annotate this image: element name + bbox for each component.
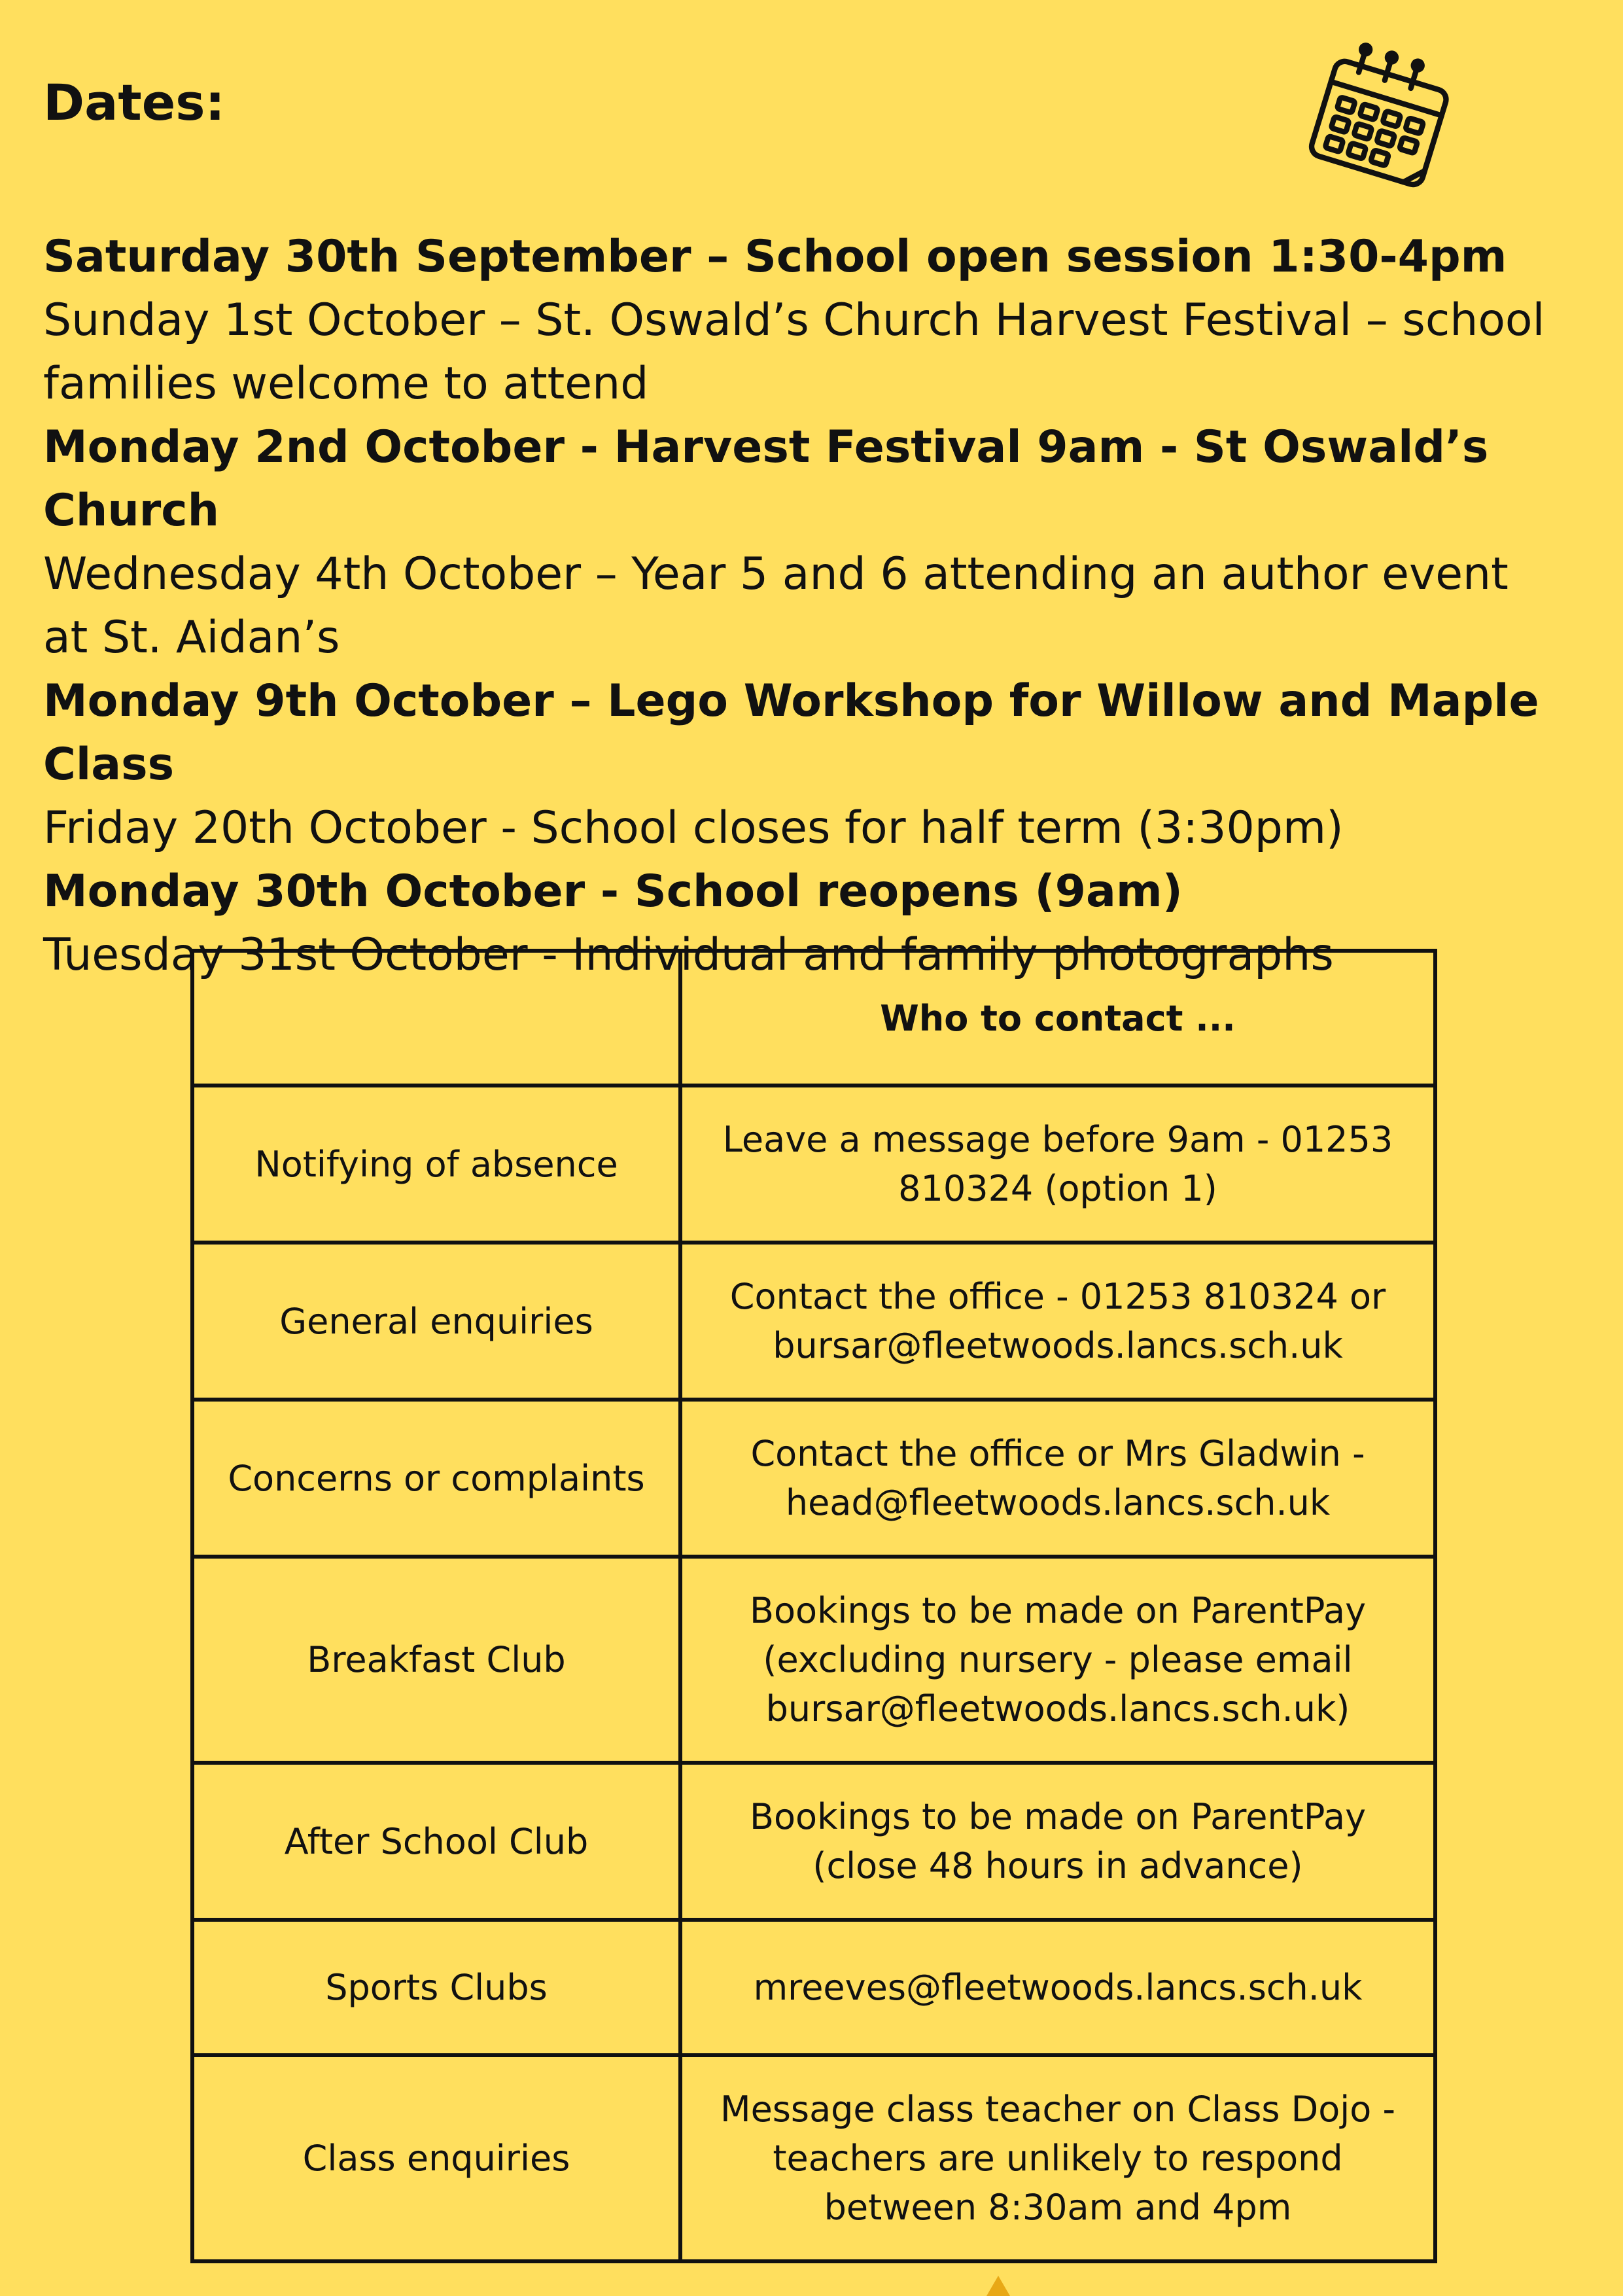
date-item: families welcome to attend <box>43 358 649 410</box>
contact-line: Bookings to be made on ParentPay <box>749 1796 1367 1837</box>
table-row <box>192 1920 1435 2055</box>
date-item: Saturday 30th September – School open session 1:30-4pm <box>43 231 1507 283</box>
date-item: Monday 2nd October - Harvest Festival 9am - St Oswald’s Church <box>43 421 1489 537</box>
dates-list <box>43 225 1587 987</box>
row-contact <box>680 2055 1435 2261</box>
row-topic: Sports Clubs <box>192 1920 680 2055</box>
row-topic: Concerns or complaints <box>192 1400 680 1557</box>
contact-line: mreeves@fleetwoods.lancs.sch.uk <box>753 1967 1363 2008</box>
row-topic: Notifying of absence <box>192 1086 680 1243</box>
contact-line: (close 48 hours in advance) <box>812 1845 1303 1886</box>
row-topic: General enquiries <box>192 1243 680 1400</box>
caret-up-icon <box>986 2276 1010 2296</box>
contact-table <box>190 949 1437 2263</box>
contact-line: Message class teacher on Class Dojo - <box>720 2089 1395 2130</box>
table-row <box>192 2055 1435 2261</box>
date-item: Monday 9th October – Lego Workshop for Willow and Maple Class <box>43 675 1539 790</box>
contact-line: Leave a message before 9am - 01253 <box>722 1119 1393 1160</box>
row-topic: After School Club <box>192 1763 680 1920</box>
row-contact <box>680 1086 1435 1243</box>
row-contact <box>680 1557 1435 1763</box>
table-row <box>192 1557 1435 1763</box>
row-topic: Breakfast Club <box>192 1557 680 1763</box>
date-item: Sunday 1st October – St. Oswald’s Church Harvest Festival – school <box>43 294 1545 346</box>
header-topic <box>192 951 680 1086</box>
row-contact <box>680 1763 1435 1920</box>
table-row <box>192 1763 1435 1920</box>
contact-line: bursar@fleetwoods.lancs.sch.uk <box>773 1325 1343 1366</box>
contact-line: bursar@fleetwoods.lancs.sch.uk) <box>765 1688 1350 1729</box>
row-contact <box>680 1400 1435 1557</box>
row-topic: Class enquiries <box>192 2055 680 2261</box>
contact-line: teachers are unlikely to respond <box>773 2138 1343 2179</box>
contact-line: 810324 (option 1) <box>898 1168 1217 1209</box>
table-row <box>192 1086 1435 1243</box>
row-contact <box>680 1920 1435 2055</box>
date-item: Wednesday 4th October – Year 5 and 6 attending an author event <box>43 548 1509 600</box>
contact-line: Bookings to be made on ParentPay <box>749 1590 1367 1631</box>
row-contact <box>680 1243 1435 1400</box>
date-item: Tuesday 31st October - Individual and family photographs <box>43 929 1334 981</box>
table-row <box>192 1243 1435 1400</box>
header-contact: Who to contact ... <box>680 951 1435 1086</box>
contact-line: (excluding nursery - please email <box>763 1639 1353 1680</box>
contact-line: Contact the office - 01253 810324 or <box>729 1276 1386 1317</box>
date-item: Friday 20th October - School closes for half term (3:30pm) <box>43 802 1344 854</box>
contact-line: between 8:30am and 4pm <box>824 2187 1292 2228</box>
calendar-icon <box>1299 34 1469 204</box>
date-item: at St. Aidan’s <box>43 612 340 663</box>
contact-line: head@fleetwoods.lancs.sch.uk <box>785 1482 1331 1523</box>
table-row <box>192 1400 1435 1557</box>
contact-line: Contact the office or Mrs Gladwin - <box>750 1433 1365 1474</box>
date-item: Monday 30th October - School reopens (9am) <box>43 866 1183 917</box>
table-header-row <box>192 951 1435 1086</box>
page-heading: Dates: <box>43 73 225 132</box>
